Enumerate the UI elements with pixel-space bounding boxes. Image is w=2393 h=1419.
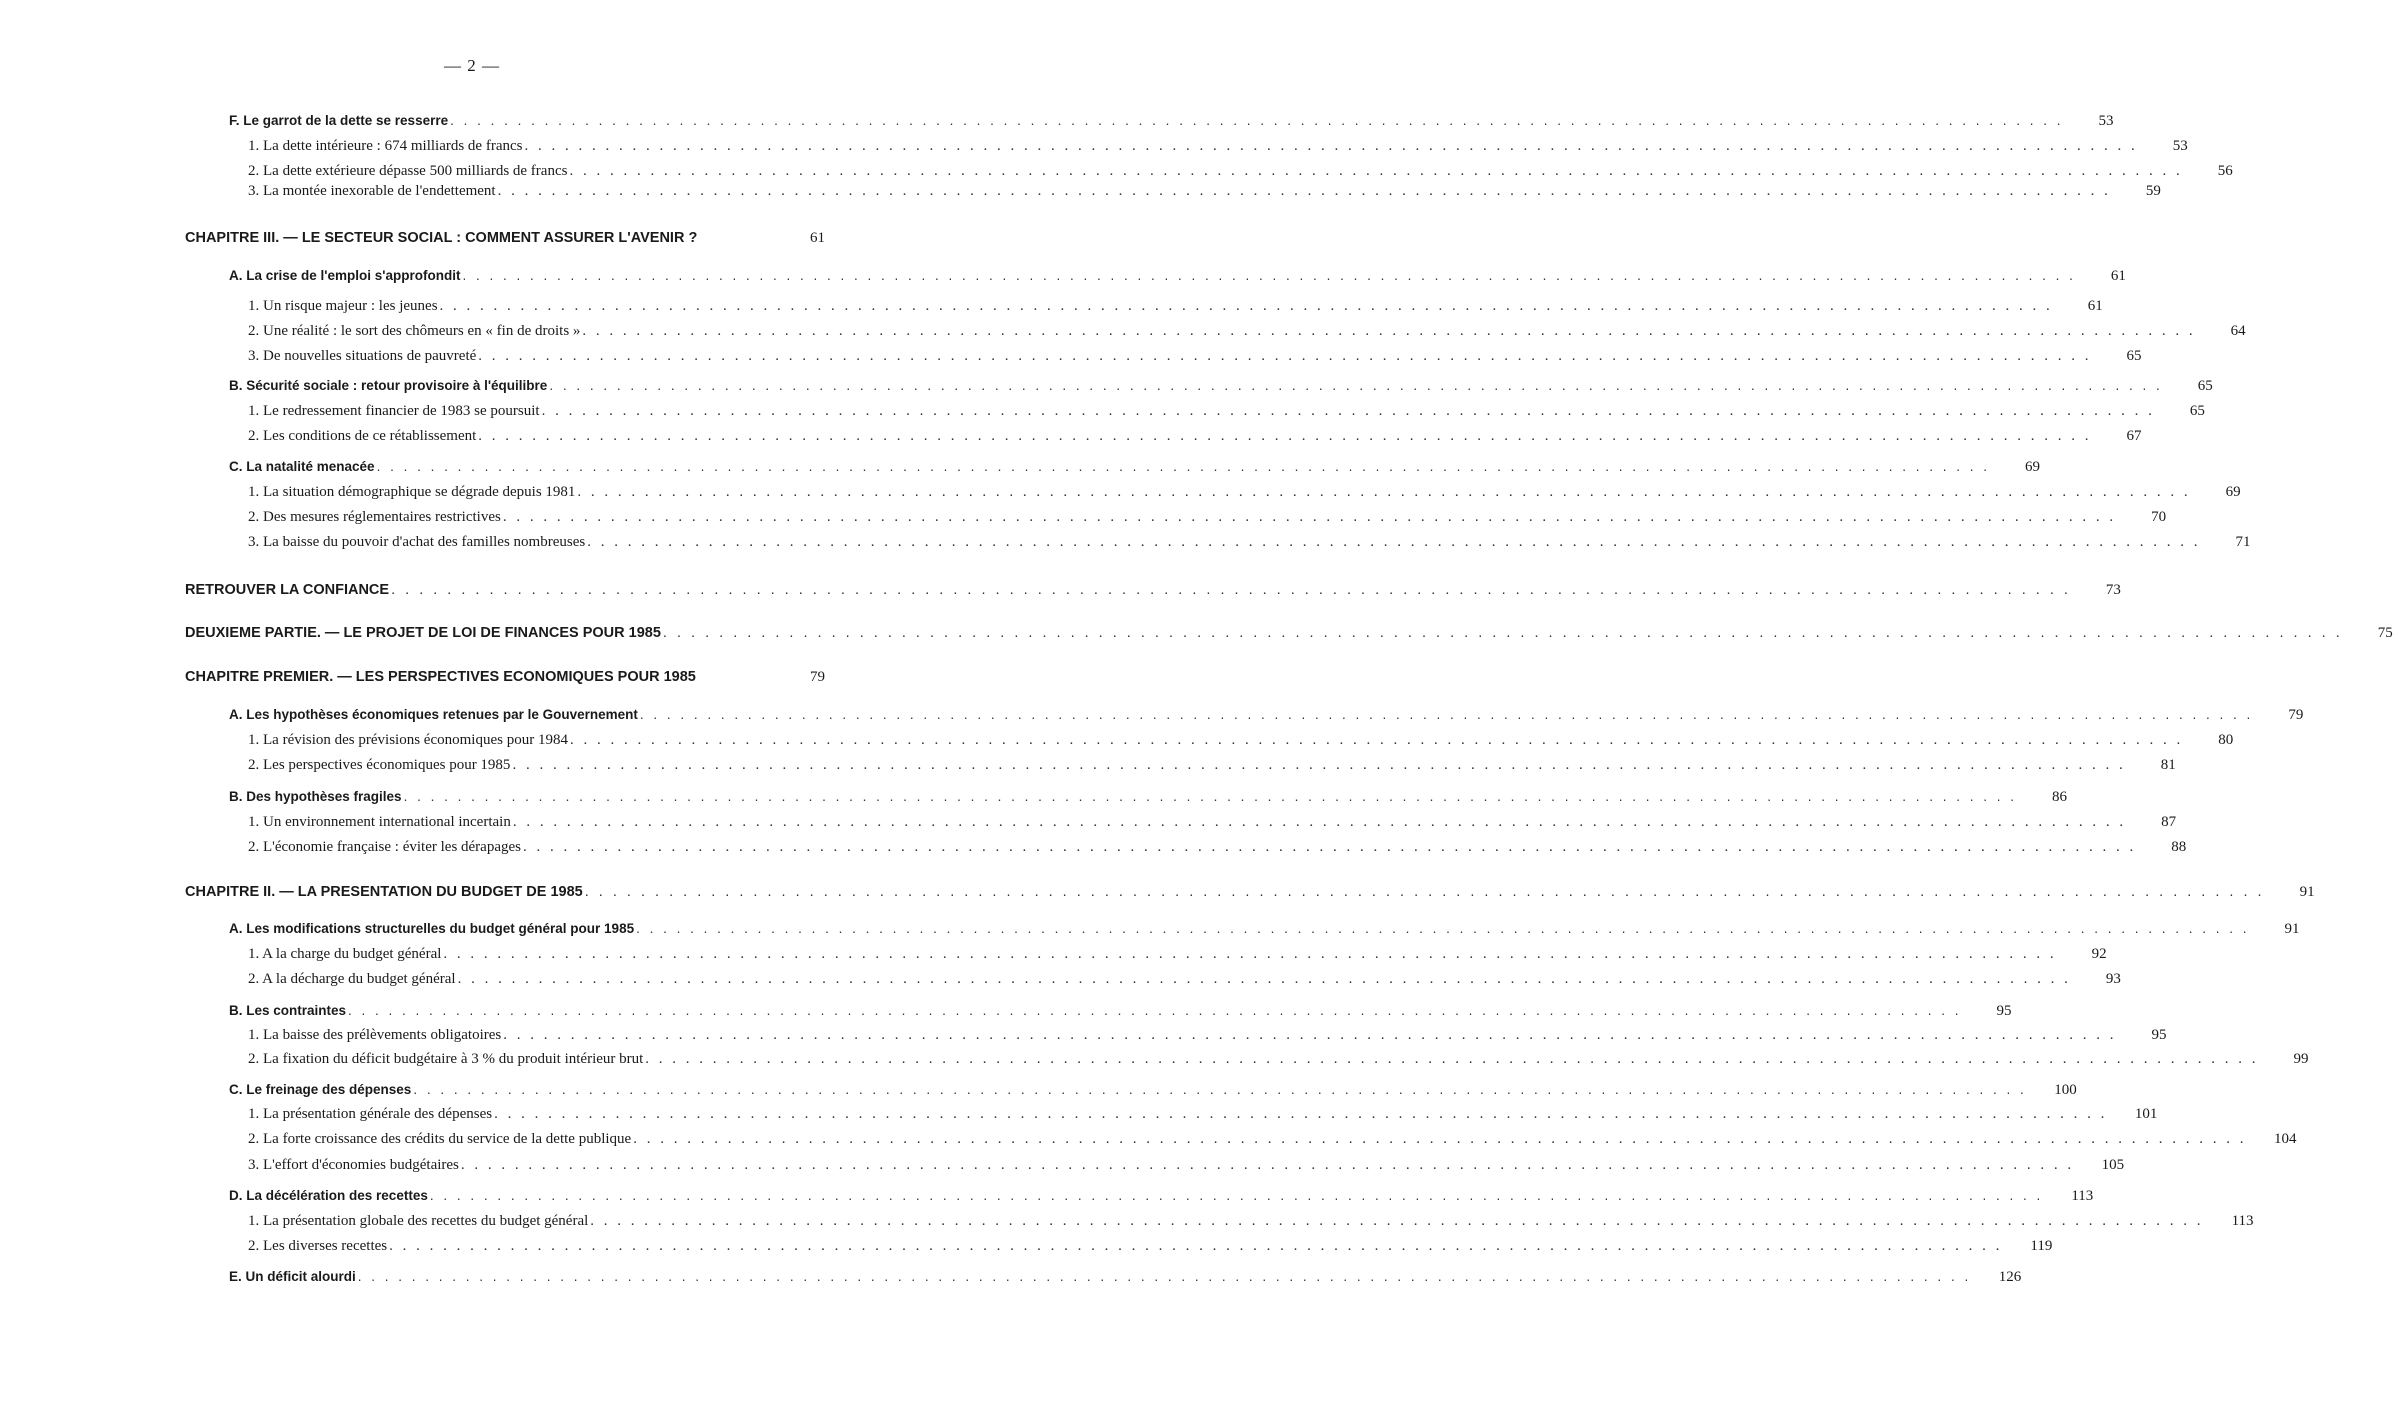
toc-subsection-entry <box>248 1211 2254 1231</box>
toc-section-entry <box>229 111 2114 131</box>
dot-leader: . . . . . . . . . . . . . . . . . . . . . . . . . . . . . . . . . . . . . . . . . . . . . . . . . . . . . . . . . . . . . . . . . . . . . . . . . . . . . . . . . . . . . . . . . . . . . . . . . . . . . . . . . . . . . . . . . . . . . . . . <box>503 1027 2117 1043</box>
toc-entry-title: 3. La baisse du pouvoir d'achat des familles nombreuses <box>248 534 586 550</box>
toc-subsection-entry <box>248 507 2167 527</box>
dot-leader: . . . . . . . . . . . . . . . . . . . . . . . . . . . . . . . . . . . . . . . . . . . . . . . . . . . . . . . . . . . . . . . . . . . . . . . . . . . . . . . . . . . . . . . . . . . . . . . . . . . . . . . . . . . . . . . . . . . . . . . . <box>645 1051 2259 1067</box>
toc-page-number: 104 <box>2273 1131 2297 1147</box>
toc-section-entry <box>229 457 2040 477</box>
toc-entry-title: A. Les hypothèses économiques retenues par le Gouvernement <box>229 707 638 722</box>
dot-leader: . . . . . . . . . . . . . . . . . . . . . . . . . . . . . . . . . . . . . . . . . . . . . . . . . . . . . . . . . . . . . . . . . . . . . . . . . . . . . . . . . . . . . . . . . . . . . . . . . . . . . . . . . . . . . . . . . . . . . . . . <box>512 757 2126 773</box>
toc-entry-title: CHAPITRE III. — LE SECTEUR SOCIAL : COMMENT ASSURER L'AVENIR ? <box>185 230 698 246</box>
toc-entry-title: 2. A la décharge du budget général <box>248 971 456 987</box>
dot-leader: . . . . . . . . . . . . . . . . . . . . . . . . . . . . . . . . . . . . . . . . . . . . . . . . . . . . . . . . . . . . . . . . . . . . . . . . . . . . . . . . . . . . . . . . . . . . . . . . . . . . . . . . . . . . . . . . . . . . . . . . <box>582 323 2196 339</box>
toc-entry-title: F. Le garrot de la dette se resserre <box>229 113 449 128</box>
dot-leader: . . . . . . . . . . . . . . . . . . . . . . . . . . . . . . . . . . . . . . . . . . . . . . . . . . . . . . . . . . . . . . . . . . . . . . . . . . . . . . . . . . . . . . . . . . . . . . . . . . . . . . . . . . . . . . . . . . . . . . . . <box>569 163 2183 179</box>
toc-page-number: 86 <box>2052 789 2067 805</box>
toc-page-number: 81 <box>2160 757 2176 773</box>
toc-subsection-entry <box>248 1025 2167 1045</box>
toc-page-number: 53 <box>2172 138 2188 154</box>
toc-entry-title: 2. Des mesures réglementaires restrictives <box>248 509 501 525</box>
toc-subsection-entry <box>248 321 2246 341</box>
toc-page-number: 59 <box>2145 183 2161 199</box>
toc-entry-title: A. La crise de l'emploi s'approfondit <box>229 268 461 283</box>
toc-page-number: 53 <box>2098 113 2114 129</box>
toc-entry-title: 1. La révision des prévisions économiques pour 1984 <box>248 732 568 748</box>
toc-entry-title: D. La décélération des recettes <box>229 1188 428 1203</box>
toc-subsection-entry <box>248 482 2241 502</box>
dot-leader: . . . . . . . . . . . . . . . . . . . . . . . . . . . . . . . . . . . . . . . . . . . . . . . . . . . . . . . . . . . . . . . . . . . . . . . . . . . . . . . . . . . . . . . . . . . . . . . . . . . . . . . . . . . . . . . . . . . . . . . . <box>376 459 1990 474</box>
toc-entry-title: B. Les contraintes <box>229 1003 347 1018</box>
dot-leader: . . . . . . . . . . . . . . . . . . . . . . . . . . . . . . . . . . . . . . . . . . . . . . . . . . . . . . . . . . . . . . . . . . . . . . . . . . . . . . . . . . . . . . . . . . . . . . . . . . . . . . . . . . . . . . . . . . . . . . . . <box>391 582 2071 598</box>
toc-entry-title: C. Le freinage des dépenses <box>229 1082 412 1097</box>
dot-leader: . . . . . . . . . . . . . . . . . . . . . . . . . . . . . . . . . . . . . . . . . . . . . . . . . . . . . . . . . . . . . . . . . . . . . . . . . . . . . . . . . . . . . . . . . . . . . . . . . . . . . . . . . . . . . . . . . . . . . . . . <box>443 946 2057 962</box>
toc-page-number: 80 <box>2218 732 2234 748</box>
toc-page-number: 65 <box>2126 348 2142 364</box>
toc-subsection-entry <box>248 1155 2125 1175</box>
toc-subsection-entry <box>248 161 2233 181</box>
toc-subsection-entry <box>248 755 2176 775</box>
toc-page-number: 93 <box>2105 971 2121 987</box>
toc-page-number: 87 <box>2161 814 2177 830</box>
dot-leader: . . . . . . . . . . . . . . . . . . . . . . . . . . . . . . . . . . . . . . . . . . . . . . . . . . . . . . . . . . . . . . . . . . . . . . . . . . . . . . . . . . . . . . . . . . . . . . . . . . . . . . . . . . . . . . . . . . . . . . . . <box>577 484 2191 500</box>
dot-leader: . . . . . . . . . . . . . . . . . . . . . . . . . . . . . . . . . . . . . . . . . . . . . . . . . . . . . . . . . . . . . . . . . . . . . . . . . . . . . . . . . . . . . . . . . . . . . . . . . . . . . . . . . . . . . . . . . . . . . . . . <box>662 625 2343 641</box>
toc-page-number: 73 <box>2105 582 2121 598</box>
dot-leader: . . . . . . . . . . . . . . . . . . . . . . . . . . . . . . . . . . . . . . . . . . . . . . . . . . . . . . . . . . . . . . . . . . . . . . . . . . . . . . . . . . . . . . . . . . . . . . . . . . . . . . . . . . . . . . . . . . . . . . . . <box>348 1003 1962 1018</box>
toc-page-number: 91 <box>2299 884 2315 900</box>
toc-page-number: 64 <box>2230 323 2246 339</box>
toc-chapter-entry <box>185 623 2393 643</box>
toc-subsection-entry <box>248 401 2205 421</box>
toc-subsection-entry <box>248 426 2142 446</box>
dot-leader: . . . . . . . . . . . . . . . . . . . . . . . . . . . . . . . . . . . . . . . . . . . . . . . . . . . . . . . . . . . . . . . . . . . . . . . . . . . . . . . . . . . . . . . . . . . . . . . . . . . . . . . . . . . . . . . . . . . . . . . . <box>413 1082 2027 1097</box>
dot-leader: . . . . . . . . . . . . . . . . . . . . . . . . . . . . . . . . . . . . . . . . . . . . . . . . . . . . . . . . . . . . . . . . . . . . . . . . . . . . . . . . . . . . . . . . . . . . . . . . . . . . . . . . . . . . . . . . . . . . . . . . <box>439 298 2053 314</box>
toc-page-number: 126 <box>1998 1269 2022 1285</box>
toc-section-entry <box>229 1080 2077 1100</box>
toc-entry-title: 2. L'économie française : éviter les dérapages <box>248 839 521 855</box>
toc-section-entry <box>229 376 2213 396</box>
dot-leader: . . . . . . . . . . . . . . . . . . . . . . . . . . . . . . . . . . . . . . . . . . . . . . . . . . . . . . . . . . . . . . . . . . . . . . . . . . . . . . . . . . . . . . . . . . . . . . . . . . . . . . . . . . . . . . . . . . . . . . . . <box>512 814 2127 830</box>
toc-page-number: 71 <box>2235 534 2251 550</box>
toc-entry-title: 3. La montée inexorable de l'endettement <box>248 183 496 199</box>
toc-entry-title: 2. Les perspectives économiques pour 1985 <box>248 757 511 773</box>
toc-entry-title: RETROUVER LA CONFIANCE <box>185 582 390 598</box>
toc-page-number: 56 <box>2217 163 2233 179</box>
dot-leader: . . . . . . . . . . . . . . . . . . . . . . . . . . . . . . . . . . . . . . . . . . . . . . . . . . . . . . . . . . . . . . . . . . . . . . . . . . . . . . . . . . . . . . . . . . . . . . . . . . . . . . . . . . . . . . . . . . . . . . . . <box>462 268 2076 283</box>
toc-page-number: 69 <box>2225 484 2241 500</box>
toc-page-number: 95 <box>2151 1027 2167 1043</box>
toc-entry-title: 2. La forte croissance des crédits du service de la dette publique <box>248 1131 632 1147</box>
toc-entry-title: CHAPITRE PREMIER. — LES PERSPECTIVES ECONOMIQUES POUR 1985 <box>185 669 696 685</box>
toc-page-number: 69 <box>2025 459 2040 475</box>
toc-page-number: 65 <box>2189 403 2205 419</box>
toc-page-number: 79 <box>810 669 825 685</box>
toc-entry-title: B. Des hypothèses fragiles <box>229 789 402 804</box>
dot-leader: . . . . . . . . . . . . . . . . . . . . . . . . . . . . . . . . . . . . . . . . . . . . . . . . . . . . . . . . . . . . . . . . . . . . . . . . . . . . . . . . . . . . . . . . . . . . . . . . . . . . . . . . . . . . . . . . . . . . . . . . <box>389 1238 2003 1254</box>
toc-page-number: 99 <box>2293 1051 2309 1067</box>
toc-page-number: 113 <box>2071 1188 2094 1204</box>
toc-entry-title: 3. De nouvelles situations de pauvreté <box>248 348 477 364</box>
toc-page-number: 61 <box>810 230 825 246</box>
toc-entry-title: C. La natalité menacée <box>229 459 375 474</box>
toc-page-number: 91 <box>2284 921 2300 937</box>
toc-section-entry <box>229 705 2304 725</box>
dot-leader: . . . . . . . . . . . . . . . . . . . . . . . . . . . . . . . . . . . . . . . . . . . . . . . . . . . . . . . . . . . . . . . . . . . . . . . . . . . . . . . . . . . . . . . . . . . . . . . . . . . . . . . . . . . . . . . . . . . . . . . . <box>639 707 2254 722</box>
toc-entry-title: 1. Le redressement financier de 1983 se poursuit <box>248 403 540 419</box>
toc-subsection-entry <box>248 1236 2053 1256</box>
toc-entry-title: 2. Les conditions de ce rétablissement <box>248 428 477 444</box>
toc-page-number: 105 <box>2101 1157 2125 1173</box>
dot-leader: . . . . . . . . . . . . . . . . . . . . . . . . . . . . . . . . . . . . . . . . . . . . . . . . . . . . . . . . . . . . . . . . . . . . . . . . . . . . . . . . . . . . . . . . . . . . . . . . . . . . . . . . . . . . . . . . . . . . . . . . <box>429 1188 2044 1203</box>
toc-entry-title: 2. La dette extérieure dépasse 500 milliards de francs <box>248 163 568 179</box>
toc-entry-title: 3. L'effort d'économies budgétaires <box>248 1157 459 1173</box>
dot-leader: . . . . . . . . . . . . . . . . . . . . . . . . . . . . . . . . . . . . . . . . . . . . . . . . . . . . . . . . . . . . . . . . . . . . . . . . . . . . . . . . . . . . . . . . . . . . . . . . . . . . . . . . . . . . . . . . . . . . . . . . <box>450 113 2064 128</box>
toc-subsection-entry <box>248 181 2161 201</box>
toc-subsection-entry <box>248 944 2107 964</box>
toc-subsection-entry <box>248 1049 2309 1069</box>
toc-section-entry <box>229 1186 2094 1206</box>
dot-leader: . . . . . . . . . . . . . . . . . . . . . . . . . . . . . . . . . . . . . . . . . . . . . . . . . . . . . . . . . . . . . . . . . . . . . . . . . . . . . . . . . . . . . . . . . . . . . . . . . . . . . . . . . . . . . . . . . . . . . . . . <box>478 428 2092 444</box>
toc-entry-title: 2. Les diverses recettes <box>248 1238 388 1254</box>
dot-leader: . . . . . . . . . . . . . . . . . . . . . . . . . . . . . . . . . . . . . . . . . . . . . . . . . . . . . . . . . . . . . . . . . . . . . . . . . . . . . . . . . . . . . . . . . . . . . . . . . . . . . . . . . . . . . . . . . . . . . . . . <box>541 403 2155 419</box>
dot-leader: . . . . . . . . . . . . . . . . . . . . . . . . . . . . . . . . . . . . . . . . . . . . . . . . . . . . . . . . . . . . . . . . . . . . . . . . . . . . . . . . . . . . . . . . . . . . . . . . . . . . . . . . . . . . . . . . . . . . . . . . <box>524 138 2138 154</box>
toc-page-number: 88 <box>2171 839 2187 855</box>
toc-entry-title: DEUXIEME PARTIE. — LE PROJET DE LOI DE FINANCES POUR 1985 <box>185 625 661 641</box>
toc-subsection-entry <box>248 812 2177 832</box>
toc-page-number: 119 <box>2030 1238 2053 1254</box>
toc-entry-title: 1. La présentation générale des dépenses <box>248 1106 493 1122</box>
toc-chapter-entry <box>185 580 2121 600</box>
toc-page-number: 61 <box>2110 268 2126 284</box>
dot-leader: . . . . . . . . . . . . . . . . . . . . . . . . . . . . . . . . . . . . . . . . . . . . . . . . . . . . . . . . . . . . . . . . . . . . . . . . . . . . . . . . . . . . . . . . . . . . . . . . . . . . . . . . . . . . . . . . . . . . . . . . <box>549 378 2163 393</box>
toc-page-number: 70 <box>2151 509 2167 525</box>
toc-page-number: 113 <box>2231 1213 2254 1229</box>
toc-subsection-entry <box>248 969 2121 989</box>
page-number: — 2 — <box>444 56 500 75</box>
toc-page-number: 100 <box>2054 1082 2077 1098</box>
toc-entry-title: 1. A la charge du budget général <box>248 946 442 962</box>
dot-leader: . . . . . . . . . . . . . . . . . . . . . . . . . . . . . . . . . . . . . . . . . . . . . . . . . . . . . . . . . . . . . . . . . . . . . . . . . . . . . . . . . . . . . . . . . . . . . . . . . . . . . . . . . . . . . . . . . . . . . . . . <box>457 971 2071 987</box>
toc-entry-title: E. Un déficit alourdi <box>229 1269 356 1284</box>
dot-leader: . . . . . . . . . . . . . . . . . . . . . . . . . . . . . . . . . . . . . . . . . . . . . . . . . . . . . . . . . . . . . . . . . . . . . . . . . . . . . . . . . . . . . . . . . . . . . . . . . . . . . . . . . . . . . . . . . . . . . . . . <box>502 509 2117 525</box>
toc-subsection-entry <box>248 346 2142 366</box>
toc-chapter-entry <box>185 882 2315 902</box>
toc-entry-title: 1. Un environnement international incertain <box>248 814 511 830</box>
toc-subsection-entry <box>248 837 2187 857</box>
toc-entry-title: B. Sécurité sociale : retour provisoire à l'équilibre <box>229 378 548 393</box>
dot-leader: . . . . . . . . . . . . . . . . . . . . . . . . . . . . . . . . . . . . . . . . . . . . . . . . . . . . . . . . . . . . . . . . . . . . . . . . . . . . . . . . . . . . . . . . . . . . . . . . . . . . . . . . . . . . . . . . . . . . . . . . <box>590 1213 2204 1229</box>
dot-leader: . . . . . . . . . . . . . . . . . . . . . . . . . . . . . . . . . . . . . . . . . . . . . . . . . . . . . . . . . . . . . . . . . . . . . . . . . . . . . . . . . . . . . . . . . . . . . . . . . . . . . . . . . . . . . . . . . . . . . . . . <box>403 789 2017 804</box>
toc-page-number: 79 <box>2288 707 2304 723</box>
toc-entry-title: 1. La présentation globale des recettes du budget général <box>248 1213 589 1229</box>
toc-entry-title: 1. La baisse des prélèvements obligatoires <box>248 1027 502 1043</box>
toc-page-number: 101 <box>2134 1106 2158 1122</box>
dot-leader: . . . . . . . . . . . . . . . . . . . . . . . . . . . . . . . . . . . . . . . . . . . . . . . . . . . . . . . . . . . . . . . . . . . . . . . . . . . . . . . . . . . . . . . . . . . . . . . . . . . . . . . . . . . . . . . . . . . . . . . . <box>497 183 2111 199</box>
dot-leader: . . . . . . . . . . . . . . . . . . . . . . . . . . . . . . . . . . . . . . . . . . . . . . . . . . . . . . . . . . . . . . . . . . . . . . . . . . . . . . . . . . . . . . . . . . . . . . . . . . . . . . . . . . . . . . . . . . . . . . . . <box>460 1157 2075 1173</box>
dot-leader: . . . . . . . . . . . . . . . . . . . . . . . . . . . . . . . . . . . . . . . . . . . . . . . . . . . . . . . . . . . . . . . . . . . . . . . . . . . . . . . . . . . . . . . . . . . . . . . . . . . . . . . . . . . . . . . . . . . . . . . . <box>584 884 2265 900</box>
dot-leader: . . . . . . . . . . . . . . . . . . . . . . . . . . . . . . . . . . . . . . . . . . . . . . . . . . . . . . . . . . . . . . . . . . . . . . . . . . . . . . . . . . . . . . . . . . . . . . . . . . . . . . . . . . . . . . . . . . . . . . . . <box>523 839 2137 855</box>
dot-leader: . . . . . . . . . . . . . . . . . . . . . . . . . . . . . . . . . . . . . . . . . . . . . . . . . . . . . . . . . . . . . . . . . . . . . . . . . . . . . . . . . . . . . . . . . . . . . . . . . . . . . . . . . . . . . . . . . . . . . . . . <box>357 1269 1972 1284</box>
toc-entry-title: 2. La fixation du déficit budgétaire à 3 % du produit intérieur brut <box>248 1051 644 1067</box>
toc-section-entry <box>229 1267 2022 1287</box>
toc-entry-title: 2. Une réalité : le sort des chômeurs en « fin de droits » <box>248 323 581 339</box>
dot-leader: . . . . . . . . . . . . . . . . . . . . . . . . . . . . . . . . . . . . . . . . . . . . . . . . . . . . . . . . . . . . . . . . . . . . . . . . . . . . . . . . . . . . . . . . . . . . . . . . . . . . . . . . . . . . . . . . . . . . . . . . <box>569 732 2184 748</box>
dot-leader: . . . . . . . . . . . . . . . . . . . . . . . . . . . . . . . . . . . . . . . . . . . . . . . . . . . . . . . . . . . . . . . . . . . . . . . . . . . . . . . . . . . . . . . . . . . . . . . . . . . . . . . . . . . . . . . . . . . . . . . . <box>494 1106 2108 1122</box>
toc-subsection-entry <box>248 532 2251 552</box>
toc-chapter-entry <box>185 667 825 687</box>
toc-subsection-entry <box>248 296 2103 316</box>
dot-leader: . . . . . . . . . . . . . . . . . . . . . . . . . . . . . . . . . . . . . . . . . . . . . . . . . . . . . . . . . . . . . . . . . . . . . . . . . . . . . . . . . . . . . . . . . . . . . . . . . . . . . . . . . . . . . . . . . . . . . . . . <box>478 348 2092 364</box>
toc-subsection-entry <box>248 730 2234 750</box>
toc-page-number: 75 <box>2377 625 2393 641</box>
toc-chapter-entry <box>185 228 825 248</box>
toc-section-entry <box>229 266 2126 286</box>
toc-subsection-entry <box>248 136 2188 156</box>
toc-subsection-entry <box>248 1104 2158 1124</box>
toc-page-number: 61 <box>2087 298 2103 314</box>
toc-entry-title: 1. La dette intérieure : 674 milliards de francs <box>248 138 523 154</box>
toc-entry-title: 1. La situation démographique se dégrade depuis 1981 <box>248 484 576 500</box>
toc-entry-title: A. Les modifications structurelles du budget général pour 1985 <box>229 921 635 936</box>
dot-leader: . . . . . . . . . . . . . . . . . . . . . . . . . . . . . . . . . . . . . . . . . . . . . . . . . . . . . . . . . . . . . . . . . . . . . . . . . . . . . . . . . . . . . . . . . . . . . . . . . . . . . . . . . . . . . . . . . . . . . . . . <box>587 534 2201 550</box>
toc-section-entry <box>229 787 2067 807</box>
toc-page-number: 67 <box>2126 428 2142 444</box>
toc-section-entry <box>229 919 2300 939</box>
toc-entry-title: 1. Un risque majeur : les jeunes <box>248 298 438 314</box>
toc-subsection-entry <box>248 1129 2297 1149</box>
dot-leader: . . . . . . . . . . . . . . . . . . . . . . . . . . . . . . . . . . . . . . . . . . . . . . . . . . . . . . . . . . . . . . . . . . . . . . . . . . . . . . . . . . . . . . . . . . . . . . . . . . . . . . . . . . . . . . . . . . . . . . . . <box>633 1131 2247 1147</box>
dot-leader: . . . . . . . . . . . . . . . . . . . . . . . . . . . . . . . . . . . . . . . . . . . . . . . . . . . . . . . . . . . . . . . . . . . . . . . . . . . . . . . . . . . . . . . . . . . . . . . . . . . . . . . . . . . . . . . . . . . . . . . . <box>636 921 2250 936</box>
toc-page-number: 95 <box>1996 1003 2012 1019</box>
toc-entry-title: CHAPITRE II. — LA PRESENTATION DU BUDGET DE 1985 <box>185 884 583 900</box>
toc-page-number: 65 <box>2197 378 2213 394</box>
toc-section-entry <box>229 1001 2012 1021</box>
toc-page-number: 92 <box>2091 946 2107 962</box>
